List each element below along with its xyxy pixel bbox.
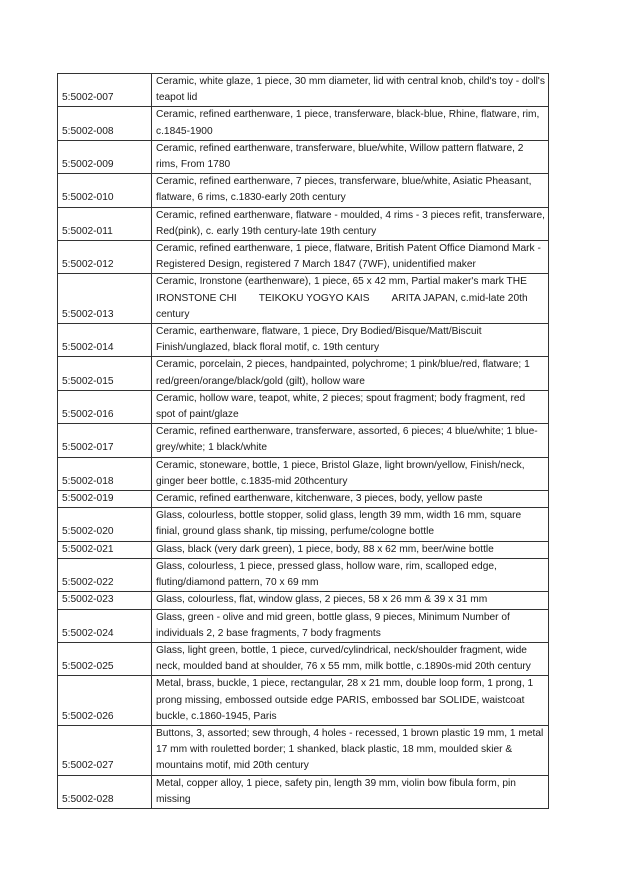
description-part: Ceramic, Ironstone (earthenware), 1 piece, 65 x 42 mm, Partial maker's mark THE IRONSTONE CHI	[156, 276, 527, 304]
catalogue-number: 5:5002-026	[58, 676, 152, 726]
artefact-description: Metal, brass, buckle, 1 piece, rectangular, 28 x 21 mm, double loop form, 1 prong, 1 prong missing, embossed outside edge PARIS, embossed bar SOLIDE, waistcoat buckle, c.1860-1945, Paris	[152, 676, 549, 726]
catalogue-number: 5:5002-013	[58, 274, 152, 324]
artefact-description: Ceramic, refined earthenware, transferware, assorted, 6 pieces; 4 blue/white; 1 blue-grey/white; 1 black/white	[152, 424, 549, 457]
table-row	[58, 642, 549, 675]
artefact-description: Ceramic, refined earthenware, transferware, blue/white, Willow pattern flatware, 2 rims, From 1780	[152, 140, 549, 173]
table-row	[58, 324, 549, 357]
table-row	[58, 424, 549, 457]
catalogue-number: 5:5002-009	[58, 140, 152, 173]
catalogue-number: 5:5002-011	[58, 207, 152, 240]
catalogue-number: 5:5002-025	[58, 642, 152, 675]
catalogue-number: 5:5002-012	[58, 241, 152, 274]
table-row	[58, 775, 549, 808]
artefact-description: Ceramic, refined earthenware, 7 pieces, transferware, blue/white, Asiatic Pheasant, flatware, 6 rims, c.1830-early 20th century	[152, 174, 549, 207]
artefact-description: Ceramic, white glaze, 1 piece, 30 mm diameter, lid with central knob, child's toy - doll's teapot lid	[152, 74, 549, 107]
artefact-description: Ceramic, stoneware, bottle, 1 piece, Bristol Glaze, light brown/yellow, Finish/neck, ginger beer bottle, c.1835-mid 20thcentury	[152, 457, 549, 490]
table-row	[58, 390, 549, 423]
artefact-description: Ceramic, refined earthenware, 1 piece, flatware, British Patent Office Diamond Mark - Registered Design, registered 7 March 1847 (7WF), unidentified maker	[152, 241, 549, 274]
artefact-description: Ceramic, earthenware, flatware, 1 piece, Dry Bodied/Bisque/Matt/Biscuit Finish/unglazed, black floral motif, c. 19th century	[152, 324, 549, 357]
table-row	[58, 174, 549, 207]
table-row	[58, 207, 549, 240]
artefact-description: Glass, colourless, 1 piece, pressed glass, hollow ware, rim, scalloped edge, fluting/diamond pattern, 70 x 69 mm	[152, 558, 549, 591]
table-row	[58, 140, 549, 173]
table-row	[58, 74, 549, 107]
table-row	[58, 541, 549, 558]
artefact-description: Buttons, 3, assorted; sew through, 4 holes - recessed, 1 brown plastic 19 mm, 1 metal 17 mm with rouletted border; 1 shanked, black plastic, 18 mm, moulded skier & mountains motif, mid 20th century	[152, 725, 549, 775]
catalogue-number: 5:5002-020	[58, 508, 152, 541]
catalogue-number: 5:5002-010	[58, 174, 152, 207]
description-part: ARITA JAPAN, c.mid-late 20th century	[156, 292, 528, 320]
description-part: TEIKOKU YOGYO KAIS	[258, 292, 370, 304]
table-row	[58, 609, 549, 642]
catalogue-number: 5:5002-024	[58, 609, 152, 642]
table-row	[58, 491, 549, 508]
table-row	[58, 508, 549, 541]
artefact-description: Metal, copper alloy, 1 piece, safety pin, length 39 mm, violin bow fibula form, pin missing	[152, 775, 549, 808]
artefact-description	[152, 274, 549, 324]
artefact-description: Glass, colourless, flat, window glass, 2 pieces, 58 x 26 mm & 39 x 31 mm	[152, 592, 549, 609]
artefact-description: Ceramic, porcelain, 2 pieces, handpainted, polychrome; 1 pink/blue/red, flatware; 1 red/green/orange/black/gold (gilt), hollow ware	[152, 357, 549, 390]
catalogue-number: 5:5002-016	[58, 390, 152, 423]
catalogue-number: 5:5002-028	[58, 775, 152, 808]
catalogue-number: 5:5002-015	[58, 357, 152, 390]
artefact-description: Glass, green - olive and mid green, bottle glass, 9 pieces, Minimum Number of individuals 2, 2 base fragments, 7 body fragments	[152, 609, 549, 642]
catalogue-number: 5:5002-022	[58, 558, 152, 591]
table-row	[58, 676, 549, 726]
artefact-description: Glass, colourless, bottle stopper, solid glass, length 39 mm, width 16 mm, square finial, ground glass shank, tip missing, perfume/cologne bottle	[152, 508, 549, 541]
catalogue-number: 5:5002-007	[58, 74, 152, 107]
catalogue-number: 5:5002-017	[58, 424, 152, 457]
catalogue-number: 5:5002-018	[58, 457, 152, 490]
table-row	[58, 357, 549, 390]
artefact-description: Ceramic, refined earthenware, flatware - moulded, 4 rims - 3 pieces refit, transferware, Red(pink), c. early 19th century-late 19th century	[152, 207, 549, 240]
table-row	[58, 274, 549, 324]
catalogue-number: 5:5002-019	[58, 491, 152, 508]
artefact-description: Ceramic, refined earthenware, 1 piece, transferware, black-blue, Rhine, flatware, rim, c.1845-1900	[152, 107, 549, 140]
catalogue-number: 5:5002-008	[58, 107, 152, 140]
catalogue-number: 5:5002-023	[58, 592, 152, 609]
table-row	[58, 725, 549, 775]
table-row	[58, 107, 549, 140]
catalogue-number: 5:5002-021	[58, 541, 152, 558]
artefact-description: Ceramic, refined earthenware, kitchenware, 3 pieces, body, yellow paste	[152, 491, 549, 508]
artefact-description: Glass, light green, bottle, 1 piece, curved/cylindrical, neck/shoulder fragment, wide neck, moulded band at shoulder, 76 x 55 mm, milk bottle, c.1890s-mid 20th century	[152, 642, 549, 675]
catalogue-number: 5:5002-027	[58, 725, 152, 775]
table-row	[58, 457, 549, 490]
table-row	[58, 241, 549, 274]
artefact-description: Ceramic, hollow ware, teapot, white, 2 pieces; spout fragment; body fragment, red spot of paint/glaze	[152, 390, 549, 423]
document-page	[57, 73, 548, 809]
table-row	[58, 558, 549, 591]
artefact-catalogue-table	[57, 73, 549, 809]
table-row	[58, 592, 549, 609]
artefact-description: Glass, black (very dark green), 1 piece, body, 88 x 62 mm, beer/wine bottle	[152, 541, 549, 558]
catalogue-number: 5:5002-014	[58, 324, 152, 357]
